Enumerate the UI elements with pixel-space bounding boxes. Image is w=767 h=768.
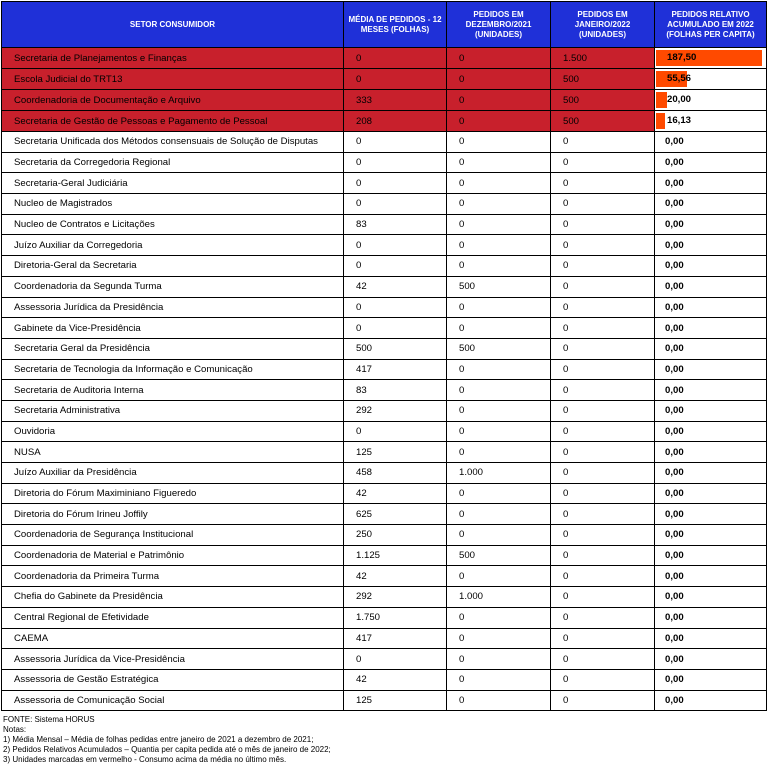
- avg-cell: 42: [344, 276, 447, 297]
- avg-cell: 83: [344, 214, 447, 235]
- sector-cell: Central Regional de Efetividade: [2, 607, 344, 628]
- dec-cell: 0: [447, 90, 551, 111]
- table-row: [2, 545, 767, 566]
- dec-cell: 0: [447, 48, 551, 69]
- per-capita-bar-wrap: [655, 48, 766, 68]
- jan-cell: 0: [551, 194, 655, 215]
- per-capita-value: 16,13: [667, 115, 692, 126]
- jan-cell: 0: [551, 545, 655, 566]
- avg-cell: 0: [344, 152, 447, 173]
- dec-cell: 0: [447, 504, 551, 525]
- per-capita-value: 20,00: [667, 94, 692, 105]
- avg-cell: 0: [344, 69, 447, 90]
- table-row: [2, 132, 767, 153]
- footer-notes: [3, 715, 331, 765]
- dec-cell: 0: [447, 297, 551, 318]
- header-avg: MÉDIA DE PEDIDOS - 12 MESES (FOLHAS): [344, 2, 447, 48]
- jan-cell: 0: [551, 173, 655, 194]
- per-capita-cell: 0,00: [655, 649, 767, 670]
- table-row: [2, 318, 767, 339]
- avg-cell: 0: [344, 649, 447, 670]
- jan-cell: 0: [551, 380, 655, 401]
- per-capita-cell: 0,00: [655, 669, 767, 690]
- per-capita-cell: 0,00: [655, 359, 767, 380]
- avg-cell: 250: [344, 525, 447, 546]
- per-capita-cell: 0,00: [655, 421, 767, 442]
- sector-cell: Secretaria da Corregedoria Regional: [2, 152, 344, 173]
- dec-cell: 0: [447, 132, 551, 153]
- table-row: [2, 90, 767, 111]
- jan-cell: 0: [551, 463, 655, 484]
- jan-cell: 0: [551, 359, 655, 380]
- per-capita-cell: 0,00: [655, 297, 767, 318]
- avg-cell: 125: [344, 690, 447, 711]
- table-row: [2, 173, 767, 194]
- table-body: [2, 48, 767, 711]
- per-capita-cell: 0,00: [655, 504, 767, 525]
- jan-cell: 0: [551, 400, 655, 421]
- per-capita-bar: [656, 113, 665, 129]
- jan-cell: 0: [551, 587, 655, 608]
- sector-cell: Diretoria-Geral da Secretaria: [2, 256, 344, 277]
- sector-cell: Coordenadoria de Material e Patrimônio: [2, 545, 344, 566]
- per-capita-bar-wrap: [655, 90, 766, 110]
- consumption-table: [1, 1, 767, 711]
- jan-cell: 0: [551, 338, 655, 359]
- per-capita-cell: 0,00: [655, 566, 767, 587]
- per-capita-cell: 0,00: [655, 214, 767, 235]
- table-row: [2, 483, 767, 504]
- table-row: [2, 235, 767, 256]
- table-row: [2, 525, 767, 546]
- dec-cell: 1.000: [447, 587, 551, 608]
- avg-cell: 0: [344, 132, 447, 153]
- jan-cell: 0: [551, 214, 655, 235]
- per-capita-bar-wrap: [655, 111, 766, 131]
- sector-cell: CAEMA: [2, 628, 344, 649]
- table-row: [2, 504, 767, 525]
- table-row: [2, 111, 767, 132]
- dec-cell: 0: [447, 173, 551, 194]
- per-capita-cell: 0,00: [655, 628, 767, 649]
- per-capita-cell: 0,00: [655, 545, 767, 566]
- header-per-capita: PEDIDOS RELATIVO ACUMULADO EM 2022 (FOLHAS PER CAPITA): [655, 2, 767, 48]
- per-capita-cell: 0,00: [655, 318, 767, 339]
- dec-cell: 0: [447, 607, 551, 628]
- avg-cell: 208: [344, 111, 447, 132]
- avg-cell: 0: [344, 256, 447, 277]
- jan-cell: 0: [551, 628, 655, 649]
- dec-cell: 0: [447, 421, 551, 442]
- jan-cell: 1.500: [551, 48, 655, 69]
- avg-cell: 1.125: [344, 545, 447, 566]
- table-row: [2, 152, 767, 173]
- sector-cell: Assessoria Jurídica da Vice-Presidência: [2, 649, 344, 670]
- notes-title: Notas:: [3, 725, 27, 734]
- dec-cell: 0: [447, 256, 551, 277]
- dec-cell: 0: [447, 111, 551, 132]
- sector-cell: Gabinete da Vice-Presidência: [2, 318, 344, 339]
- avg-cell: 42: [344, 566, 447, 587]
- sector-cell: Assessoria de Gestão Estratégica: [2, 669, 344, 690]
- jan-cell: 500: [551, 111, 655, 132]
- sector-cell: Coordenadoria da Primeira Turma: [2, 566, 344, 587]
- table-row: [2, 421, 767, 442]
- note-2: 2) Pedidos Relativos Acumulados – Quantia per capita pedida até o mês de janeiro de 2022;: [3, 745, 331, 754]
- sector-cell: Nucleo de Contratos e Licitações: [2, 214, 344, 235]
- per-capita-cell: 0,00: [655, 525, 767, 546]
- sector-cell: Secretaria de Planejamentos e Finanças: [2, 48, 344, 69]
- per-capita-cell: 0,00: [655, 587, 767, 608]
- table-row: [2, 338, 767, 359]
- dec-cell: 0: [447, 442, 551, 463]
- dec-cell: 0: [447, 628, 551, 649]
- header-jan: PEDIDOS EM JANEIRO/2022 (UNIDADES): [551, 2, 655, 48]
- dec-cell: 500: [447, 338, 551, 359]
- per-capita-cell: [655, 48, 767, 69]
- jan-cell: 500: [551, 69, 655, 90]
- per-capita-cell: 0,00: [655, 338, 767, 359]
- per-capita-cell: 0,00: [655, 194, 767, 215]
- table-row: [2, 380, 767, 401]
- sector-cell: Secretaria Unificada dos Métodos consensuais de Solução de Disputas: [2, 132, 344, 153]
- per-capita-cell: 0,00: [655, 463, 767, 484]
- dec-cell: 0: [447, 690, 551, 711]
- sector-cell: Assessoria de Comunicação Social: [2, 690, 344, 711]
- dec-cell: 0: [447, 359, 551, 380]
- table-header-row: [2, 2, 767, 48]
- table-row: [2, 297, 767, 318]
- sector-cell: Coordenadoria da Segunda Turma: [2, 276, 344, 297]
- per-capita-cell: 0,00: [655, 235, 767, 256]
- per-capita-cell: 0,00: [655, 276, 767, 297]
- avg-cell: 0: [344, 235, 447, 256]
- per-capita-cell: 0,00: [655, 690, 767, 711]
- sector-cell: Secretaria de Auditoria Interna: [2, 380, 344, 401]
- sector-cell: Diretoria do Fórum Irineu Joffily: [2, 504, 344, 525]
- per-capita-cell: 0,00: [655, 607, 767, 628]
- jan-cell: 0: [551, 442, 655, 463]
- avg-cell: 0: [344, 48, 447, 69]
- avg-cell: 0: [344, 421, 447, 442]
- dec-cell: 0: [447, 525, 551, 546]
- table-row: [2, 690, 767, 711]
- jan-cell: 0: [551, 152, 655, 173]
- note-3: 3) Unidades marcadas em vermelho - Consumo acima da média no último mês.: [3, 755, 287, 764]
- avg-cell: 1.750: [344, 607, 447, 628]
- per-capita-cell: 0,00: [655, 380, 767, 401]
- sector-cell: Juízo Auxiliar da Presidência: [2, 463, 344, 484]
- per-capita-cell: 0,00: [655, 256, 767, 277]
- sector-cell: NUSA: [2, 442, 344, 463]
- header-sector: SETOR CONSUMIDOR: [2, 2, 344, 48]
- jan-cell: 0: [551, 649, 655, 670]
- avg-cell: 0: [344, 297, 447, 318]
- table-row: [2, 400, 767, 421]
- per-capita-value: 187,50: [667, 52, 697, 63]
- avg-cell: 417: [344, 359, 447, 380]
- sector-cell: Nucleo de Magistrados: [2, 194, 344, 215]
- jan-cell: 0: [551, 690, 655, 711]
- jan-cell: 0: [551, 297, 655, 318]
- avg-cell: 42: [344, 669, 447, 690]
- avg-cell: 458: [344, 463, 447, 484]
- per-capita-cell: 0,00: [655, 173, 767, 194]
- dec-cell: 500: [447, 276, 551, 297]
- dec-cell: 0: [447, 649, 551, 670]
- avg-cell: 625: [344, 504, 447, 525]
- avg-cell: 500: [344, 338, 447, 359]
- dec-cell: 0: [447, 566, 551, 587]
- avg-cell: 0: [344, 173, 447, 194]
- dec-cell: 0: [447, 669, 551, 690]
- table-row: [2, 566, 767, 587]
- dec-cell: 0: [447, 400, 551, 421]
- sector-cell: Escola Judicial do TRT13: [2, 69, 344, 90]
- jan-cell: 0: [551, 421, 655, 442]
- avg-cell: 417: [344, 628, 447, 649]
- table-row: [2, 587, 767, 608]
- per-capita-cell: 0,00: [655, 400, 767, 421]
- sector-cell: Secretaria de Gestão de Pessoas e Pagamento de Pessoal: [2, 111, 344, 132]
- table-row: [2, 628, 767, 649]
- note-1: 1) Média Mensal – Média de folhas pedidas entre janeiro de 2021 a dezembro de 2021;: [3, 735, 314, 744]
- sector-cell: Secretaria-Geral Judiciária: [2, 173, 344, 194]
- jan-cell: 0: [551, 132, 655, 153]
- table-row: [2, 48, 767, 69]
- avg-cell: 0: [344, 318, 447, 339]
- sector-cell: Secretaria Geral da Presidência: [2, 338, 344, 359]
- per-capita-bar-wrap: [655, 69, 766, 89]
- dec-cell: 0: [447, 380, 551, 401]
- source-note: FONTE: Sistema HORUS: [3, 715, 95, 724]
- table-row: [2, 442, 767, 463]
- header-dec: PEDIDOS EM DEZEMBRO/2021 (UNIDADES): [447, 2, 551, 48]
- per-capita-cell: 0,00: [655, 442, 767, 463]
- dec-cell: 0: [447, 69, 551, 90]
- per-capita-cell: [655, 111, 767, 132]
- sector-cell: Secretaria de Tecnologia da Informação e Comunicação: [2, 359, 344, 380]
- per-capita-value: 55,56: [667, 73, 692, 84]
- dec-cell: 0: [447, 318, 551, 339]
- dec-cell: 1.000: [447, 463, 551, 484]
- per-capita-bar: [656, 92, 667, 108]
- jan-cell: 500: [551, 90, 655, 111]
- table-row: [2, 214, 767, 235]
- jan-cell: 0: [551, 525, 655, 546]
- sector-cell: Diretoria do Fórum Maximiniano Figueredo: [2, 483, 344, 504]
- jan-cell: 0: [551, 235, 655, 256]
- table-row: [2, 649, 767, 670]
- dec-cell: 0: [447, 194, 551, 215]
- table-row: [2, 669, 767, 690]
- avg-cell: 125: [344, 442, 447, 463]
- avg-cell: 42: [344, 483, 447, 504]
- jan-cell: 0: [551, 318, 655, 339]
- table-row: [2, 256, 767, 277]
- per-capita-cell: [655, 69, 767, 90]
- per-capita-cell: [655, 90, 767, 111]
- jan-cell: 0: [551, 566, 655, 587]
- dec-cell: 0: [447, 152, 551, 173]
- sector-cell: Ouvidoria: [2, 421, 344, 442]
- table-row: [2, 463, 767, 484]
- sector-cell: Assessoria Jurídica da Presidência: [2, 297, 344, 318]
- table-row: [2, 359, 767, 380]
- table-row: [2, 69, 767, 90]
- avg-cell: 292: [344, 400, 447, 421]
- jan-cell: 0: [551, 504, 655, 525]
- per-capita-cell: 0,00: [655, 152, 767, 173]
- table-row: [2, 607, 767, 628]
- avg-cell: 83: [344, 380, 447, 401]
- jan-cell: 0: [551, 256, 655, 277]
- sector-cell: Coordenadoria de Segurança Institucional: [2, 525, 344, 546]
- jan-cell: 0: [551, 669, 655, 690]
- sector-cell: Secretaria Administrativa: [2, 400, 344, 421]
- dec-cell: 500: [447, 545, 551, 566]
- dec-cell: 0: [447, 483, 551, 504]
- dec-cell: 0: [447, 214, 551, 235]
- jan-cell: 0: [551, 607, 655, 628]
- per-capita-cell: 0,00: [655, 132, 767, 153]
- table-row: [2, 194, 767, 215]
- sector-cell: Juízo Auxiliar da Corregedoria: [2, 235, 344, 256]
- jan-cell: 0: [551, 483, 655, 504]
- jan-cell: 0: [551, 276, 655, 297]
- table-row: [2, 276, 767, 297]
- per-capita-cell: 0,00: [655, 483, 767, 504]
- avg-cell: 292: [344, 587, 447, 608]
- sector-cell: Coordenadoria de Documentação e Arquivo: [2, 90, 344, 111]
- avg-cell: 0: [344, 194, 447, 215]
- sector-cell: Chefia do Gabinete da Presidência: [2, 587, 344, 608]
- dec-cell: 0: [447, 235, 551, 256]
- avg-cell: 333: [344, 90, 447, 111]
